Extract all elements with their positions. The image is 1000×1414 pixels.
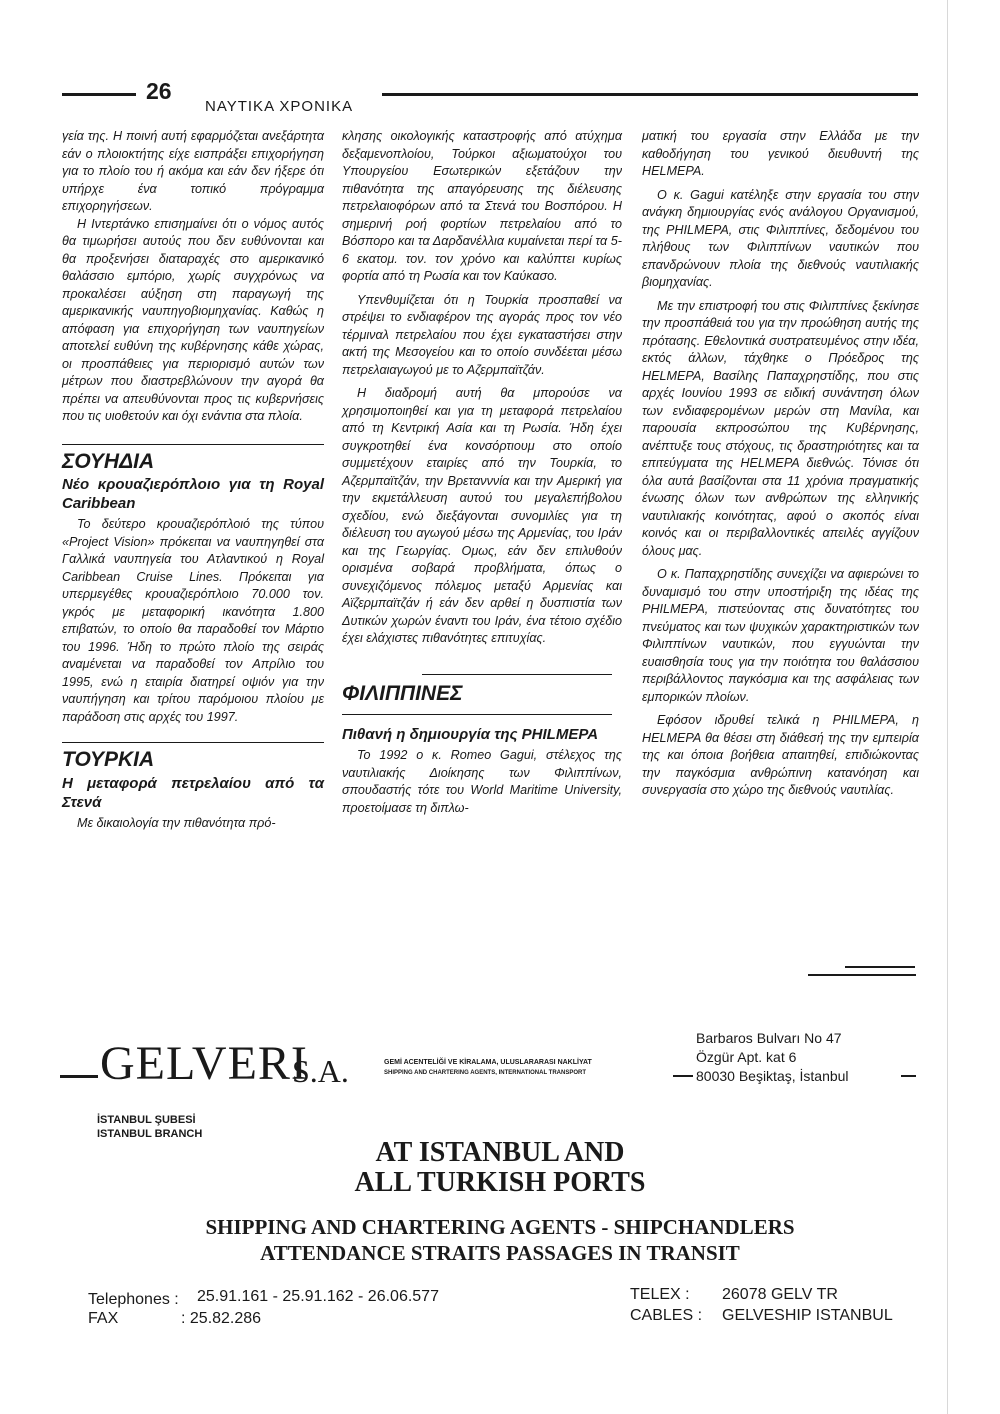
paragraph: Η Ιντερτάνκο επισημαίνει ότι ο νόμος αυτός θα τιμωρήσει αυτούς που δεν ευθύνονται και θα προξενήσει διαταραχές στο αμερικανικό θαλάσσιο εμπόριο, χωρίς συγχρόνως να προκαλέσει αύξηση στη παραγωγή της αμερικανικής ναυπηγοβιομηχανίας. Καθώς η απόφαση για επιχορήγηση των ναυπηγείων αποτελεί ευθύνη της κυβέρνησης κάθε χώρας, οι προσπάθειες για περιορισμό αυτών των μέτρων που διαστρεβλώνουν την αγορά θα πρέπει να απευθύνονται προς τις κυβερνήσεις που τις υιοθετούν και όχι ενάντια στα πλοία. [62, 216, 324, 423]
branch-turkish: İSTANBUL ŞUBESİ [97, 1114, 196, 1126]
branch-english: ISTANBUL BRANCH [97, 1128, 203, 1140]
section-heading-sweden: ΣΟΥΗΔΙΑ [62, 449, 155, 473]
paragraph: Η διαδρομή αυτή θα μπορούσε να χρησιμοποιηθεί και για τη μεταφορά πετρελαίου από τη Κεντρική Ασία και τη Ρωσία. Ήδη έχει συγκροτηθεί ένα κονσόρτιουμ στο οποίο συμμετέχουν εταιρίες από την Τουρκία, το Αζερμπαϊτζάν, την Βρετανννία και την Αμερική για την εκμετάλλευση αυτού του μεγαλεπήβολου σχεδίου, ενώ διεξάγονται συνομιλίες για τη διέλευση του αγωγού μέσω της Αρμενίας, του Ιράν και της Γεωργίας. Ομως, εάν δεν επιλυθούν ορισμένα σοβαρά προβλήματα, όπως ο συνεχιζόμενος πόλεμος μεταξύ Αρμενίας και Αϊζερμπαϊτζάν ή εάν δεν αρθεί η δυσπιστία των Δυτικών χωρών έναντι του Ιράν, ένα τέτοιο σχέδιο έχει ελάχιστες πιθανότητες επιτυχίας. [342, 386, 622, 645]
paragraph: Με δικαιολογία την πιθανότητα πρό- [77, 815, 276, 830]
section-heading-turkey: ΤΟΥΡΚΙΑ [62, 748, 155, 771]
page-number: 26 [146, 78, 172, 104]
paragraph: γεία της. Η ποινή αυτή εφαρμόζεται ανεξάρτητα εάν ο πλοιοκτήτης είχε εισπράξει επιχορήγηση για το πλοίο του ή ακόμα και εάν δεν ήξερε ότι υπήρχε ένα τοπικό πρόγραμμα επιχορηγήσεων. [62, 129, 324, 213]
paragraph: Εφόσον ιδρυθεί τελικά η PHILMEPA, η HELMEPA θα θέσει στη διάθεσή της την εμπειρία της και όποια βοήθεια απαιτηθεί, επιδιώκοντας την παγκόσμια ανθρώπινη κατανόηση και συνεργασία στο χώρο της διεθνούς ναυτιλίας. [642, 713, 919, 797]
telex-label: TELEX : [630, 1286, 690, 1303]
article-subheading: Η μεταφορά πετρελαίου από τα Στενά [62, 774, 324, 811]
telex-value: 26078 GELV TR [722, 1286, 838, 1303]
cables-label: CABLES : [630, 1307, 703, 1324]
paragraph: Υπενθυμίζεται ότι η Τουρκία προσπαθεί να στρέψει το ενδιαφέρον της αγοράς προς τον νέο τέρμιναλ πετρελαίου που έχει εγκαταστήσει στην ακτή της Μεσογείου και το οποίο συνδέεται μέσω πετρελαιαγωγού με το Αζερμπαϊτζάν. [342, 292, 622, 377]
address-line-2: Özgür Apt. kat 6 [696, 1049, 797, 1065]
paragraph: Το δεύτερο κρουαζιερόπλοιό της τύπου «Project Vision» πρόκειται να ναυπηγηθεί στα Γαλλικά ναυπηγεία του Ατλαντικού η Royal Caribbean Cruise Lines. Πρόκειται για υπερμεγέθες κρουαζιερόπλοιο 70.000 τον. γκρός με μεταφορική ικανότητα 1.800 επιβατών, το οποίο θα παραδοθεί τον Μάρτιο του 1996. Ήδη το πρώτο πλοίο της σειράς αναμένεται να παραδοθεί τον Απρίλιο του 1995, ενώ η εταιρία διατηρεί οψιόν για την ναυπήγηση και τρίτου παρόμοιου πλοίου με παράδοση στις αρχές του 1997. [62, 517, 324, 724]
fax-label: FAX [88, 1310, 119, 1327]
cables-value: GELVESHIP ISTANBUL [722, 1307, 893, 1324]
paragraph: Το 1992 ο κ. Romeo Gagui, στέλεχος της ναυτιλιακής Διοίκησης των Φιλιππίνων, σπουδαστής τότε του World Maritime University, προετοίμασε τη διπλω- [342, 748, 622, 815]
headline-line-1: AT ISTANBUL AND [375, 1137, 625, 1168]
telephones-value: 25.91.161 - 25.91.162 - 26.06.577 [197, 1288, 439, 1305]
logo-bar [60, 1075, 98, 1078]
address-line-1: Barbaros Bulvarı No 47 [696, 1030, 842, 1046]
paragraph: Ο κ. Παπαχρηστίδης συνεχίζει να αφιερώνει το δυναμισμό του στην υποστήριξη της ιδέας της PHILMEPA, πιστεύοντας στις δυνατότητες του πνεύματος και των ψυχικών χαρακτηριστικών των Φιλιππίνων ναυτικών, που εγγυώνται την ευαισθησία τους για την ποιότητα του θαλάσσιου περιβάλλοντος παγκόσμια και της ασφάλειας των εμπορικών πλοίων. [642, 567, 919, 704]
address-bar [673, 1075, 693, 1077]
company-logo: GELVERI [100, 1037, 308, 1090]
paragraph: Ο κ. Gagui κατέληξε στην εργασία του στην ανάγκη δημιουργίας ενός ανάλογου Οργανισμού, της PHILMEPA, στις Φιλιππίνες, δεδομένου του πλήθους των Φιλιππίνων ναυτικών που επανδρώνουν πλοία της διεθνούς ναυτιλιακής βιομηχανίας. [642, 187, 919, 289]
fax-value: : 25.82.286 [181, 1310, 262, 1327]
tagline-turkish: GEMİ ACENTELİĞİ VE KİRALAMA, ULUSLARARASI NAKLİYAT [384, 1059, 592, 1066]
paragraph: κλησης οικολογικής καταστροφής από ατύχημα δεξαμενοπλοίου, Τούρκοι αξιωματούχοι του Υπουργείου Εσωτερικών εξετάζουν την πιθανότητα της απαγόρευσης της διέλευσης πετρελαιοφόρων από τα Στενά του Βοσπόρου. Η σημερινή ροή φορτίων πετρελαίου από το Βόσπορο και τα Δαρδανέλλια κυμαίνεται περί τα 5-6 εκατομ. τον. τον χρόνο και καλύπτει κυρίως φορτία από τη Ρωσία και τον Καύκασο. [342, 129, 622, 283]
telephones-label: Telephones : [88, 1291, 179, 1308]
paragraph: Με την επιστροφή του στις Φιλιππίνες ξεκίνησε την προσπάθειά του για την προώθηση αυτής της πρότασης. Εθελοντικά συστρατευμένος στην ιδέα, εκτός άλλων, τάχθηκε ο Πρόεδρος της HELMEPA, Βασίλης Παπαχρηστίδης, που στις αρχές Ιουνίου 1993 σε ειδική συνάντηση όλων των ενδιαφερομένων μερών στη Μανίλα, και παρουσία εκπροσώπου της Κυβέρνησης, ανέπτυξε τους στόχους, τις δραστηριότητες και τα επιτεύγματα της HELMEPA διεθνώς. Τόνισε ότι όλα αυτά βασίζονται στα 11 χρόνια πραγματικής ένωσης όλων των ανθρώπων της ελληνικής ναυτιλιακής κοινότητας, αφού ο σκοπός είναι κοινός και οι περιβαλλοντικές απειλές αγγίζουν όλους μας. [642, 298, 919, 558]
address-bar [901, 1075, 916, 1077]
tagline-english: SHIPPING AND CHARTERING AGENTS, INTERNATIONAL TRANSPORT [384, 1070, 587, 1076]
section-heading-philippines: ΦΙΛΙΠΠΙΝΕΣ [342, 681, 463, 705]
company-suffix: S.A. [292, 1053, 349, 1089]
services-line-2: ATTENDANCE STRAITS PASSAGES IN TRANSIT [260, 1241, 740, 1265]
article-subheading: Νέο κρουαζιερόπλοιο για τη Royal Caribbean [62, 476, 324, 512]
address-line-3: 80030 Beşiktaş, İstanbul [696, 1068, 849, 1084]
paragraph: ματική του εργασία στην Ελλάδα με την καθοδήγηση του γενικού διευθυντή της HELMEPA. [642, 129, 919, 178]
headline-line-2: ALL TURKISH PORTS [354, 1167, 646, 1198]
publication-title: ΝΑΥΤΙΚΑ ΧΡΟΝΙΚΑ [205, 98, 354, 115]
article-subheading: Πιθανή η δημιουργία της PHILΜΕΡΑ [342, 726, 599, 743]
services-line-1: SHIPPING AND CHARTERING AGENTS - SHIPCHANDLERS [205, 1215, 795, 1239]
